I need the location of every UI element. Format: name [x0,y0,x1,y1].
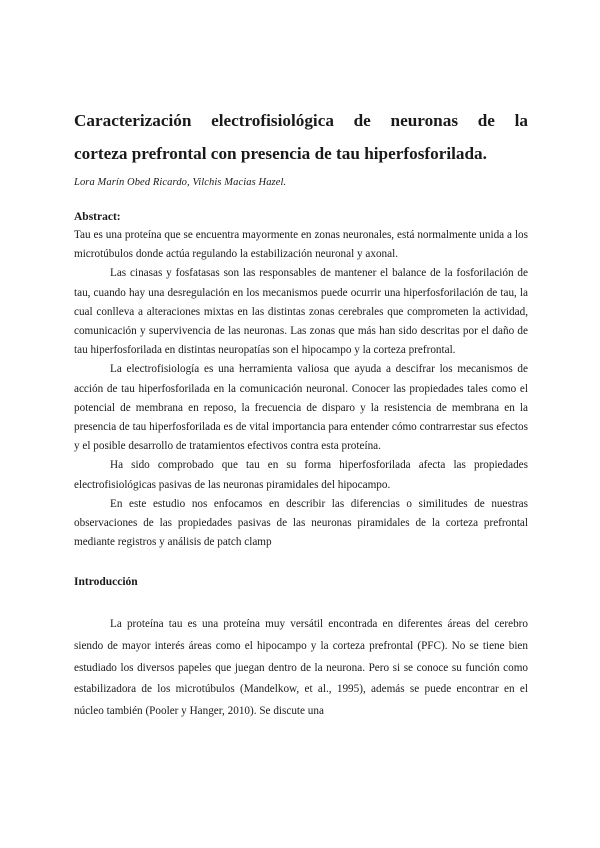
abstract-paragraph: La electrofisiología es una herramienta valiosa que ayuda a descifrar los mecanismos de acción de tau hiperfosforilada en la comunicación neuronal. Conocer las propiedades tales como el potencial de membrana en reposo, la frecuencia de disparo y la resistencia de membrana en la presencia de tau hiperfosforilada es de vital importancia para entender cómo contrarrestar sus efectos y el posible desarrollo de tratamientos efectivos contra esta proteína. [74,363,528,453]
authors: Lora Marín Obed Ricardo, Vilchis Macias Hazel. [74,177,287,188]
abstract-paragraph: Las cinasas y fosfatasas son las responsables de mantener el balance de la fosforilación de tau, cuando hay una desregulación en los mecanismos puede ocurrir una hiperfosforilación de tau, la cual conlleva a alteraciones mixtas en las distintas zonas cerebrales que comprometen la actividad, comunicación y supervivencia de las neuronas. Las zonas que más han sido descritas por el daño de tau hiperfosforilada en distintas neuropatías son el hipocampo y la corteza prefrontal. [74,267,528,357]
paper-title [74,104,528,170]
abstract-body [74,226,528,552]
introduction-body [74,614,528,722]
abstract-paragraph: Ha sido comprobado que tau en su forma hiperfosforilada afecta las propiedades electrofisiológicas pasivas de las neuronas piramidales del hipocampo. [74,459,528,491]
introduction-paragraph: La proteína tau es una proteína muy versátil encontrada en diferentes áreas del cerebro siendo de mayor interés áreas como el hipocampo y la corteza prefrontal (PFC). No se tiene bien estudiado los diversos papeles que juegan dentro de la neurona. Pero si se conoce su función como estabilizadora de los microtúbulos (Mandelkow, et al., 1995), además se puede encontrar en el núcleo también (Pooler y Hanger, 2010). Se discute una [74,618,528,717]
title-line: corteza prefrontal con presencia de tau hiperfosforilada. [74,144,487,163]
abstract-heading: Abstract: [74,211,121,223]
abstract-paragraph: Tau es una proteína que se encuentra mayormente en zonas neuronales, está normalmente unida a los microtúbulos donde actúa regulando la estabilización neuronal y axonal. [74,229,528,261]
introduction-heading: Introducción [74,576,138,589]
title-line: Caracterización electrofisiológica de neuronas de la [74,111,528,130]
abstract-paragraph: En este estudio nos enfocamos en describir las diferencias o similitudes de nuestras observaciones de las propiedades pasivas de las neuronas piramidales de la corteza prefrontal mediante registros y análisis de patch clamp [74,497,528,549]
